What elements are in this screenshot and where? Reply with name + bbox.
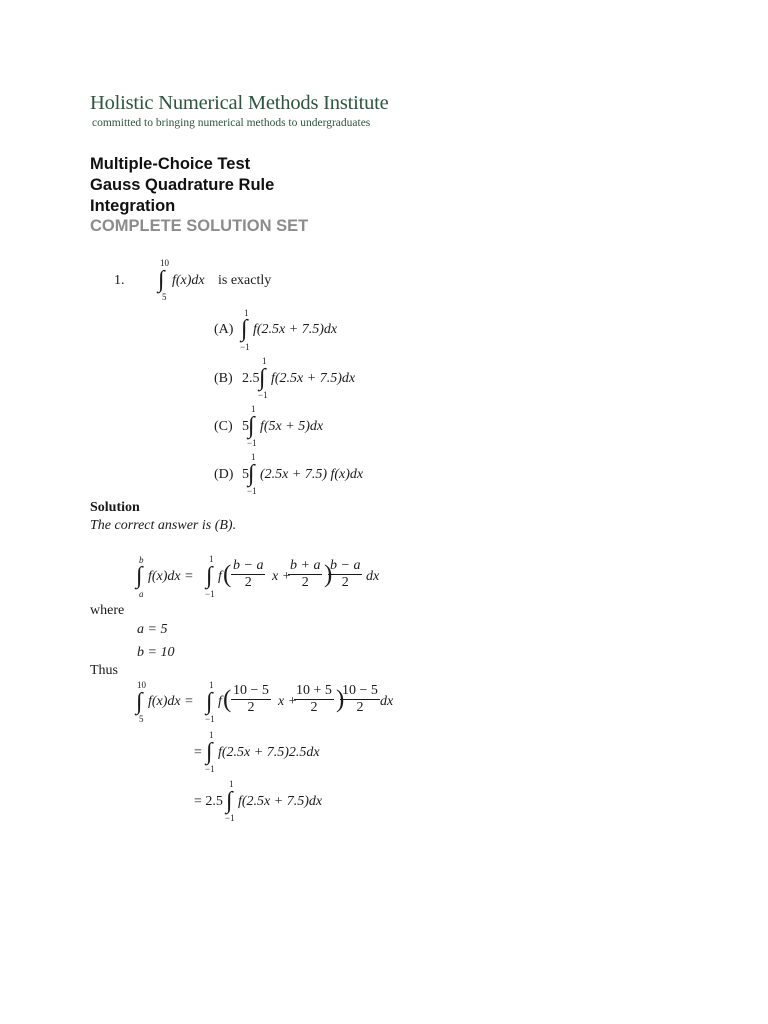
fraction-numerator: b + a xyxy=(290,558,321,573)
fraction-denominator: 2 xyxy=(356,700,364,715)
integral-sign: ∫ xyxy=(248,461,255,487)
fraction-numerator: b − a xyxy=(330,558,361,573)
question-integrand: f(x)dx xyxy=(172,273,205,288)
step3-upper: 1 xyxy=(229,779,234,789)
question-integral-lower: 5 xyxy=(162,292,167,302)
test-title-line-3: Integration xyxy=(90,197,176,215)
formula-lhs-upper: b xyxy=(139,555,144,565)
step2-expression: f(2.5x + 7.5)2.5dx xyxy=(218,745,320,760)
step3-expression: f(2.5x + 7.5)dx xyxy=(238,794,323,809)
option-d-coefficient: 5 xyxy=(242,467,249,482)
option-a-upper: 1 xyxy=(244,308,249,318)
option-c-coefficient: 5 xyxy=(242,419,249,434)
option-b-coefficient: 2.5 xyxy=(242,371,260,386)
integral-sign: ∫ xyxy=(206,689,213,715)
formula-lhs-lower: a xyxy=(139,589,144,599)
option-c-integrand: f(5x + 5)dx xyxy=(260,419,324,434)
right-paren: ) xyxy=(336,686,345,713)
fraction-denominator: 2 xyxy=(247,700,255,715)
option-d-lower: −1 xyxy=(247,486,257,496)
correct-answer: The correct answer is (B). xyxy=(90,518,237,533)
integral-sign: ∫ xyxy=(241,316,248,342)
integral-sign: ∫ xyxy=(226,788,233,814)
left-paren: ( xyxy=(223,686,232,713)
fraction-denominator: 2 xyxy=(244,575,252,590)
step1-rhs-lower: −1 xyxy=(205,714,215,724)
a-definition: a = 5 xyxy=(137,622,168,637)
formula-f: f xyxy=(218,569,222,584)
integral-sign: ∫ xyxy=(248,413,255,439)
step1-dx: dx xyxy=(380,694,394,709)
integral-sign: ∫ xyxy=(136,689,143,715)
step3-equals: = 2.5 xyxy=(194,794,223,809)
test-title-line-2: Gauss Quadrature Rule xyxy=(90,176,275,194)
integral-sign: ∫ xyxy=(259,365,266,391)
question-number: 1. xyxy=(114,273,125,288)
formula-rhs-upper: 1 xyxy=(209,554,214,564)
integral-sign: ∫ xyxy=(206,563,213,589)
formula-fraction-2 xyxy=(288,558,322,591)
right-paren: ) xyxy=(324,561,333,588)
option-b-label: (B) xyxy=(214,371,233,386)
step1-f: f xyxy=(218,694,222,709)
step1-fraction-3 xyxy=(340,683,380,716)
integral-sign: ∫ xyxy=(206,739,213,765)
step3-lower: −1 xyxy=(225,813,235,823)
fraction-numerator: 10 − 5 xyxy=(233,683,269,698)
fraction-denominator: 2 xyxy=(301,575,309,590)
question-suffix: is exactly xyxy=(218,273,272,288)
formula-lhs: f(x)dx = xyxy=(148,569,194,584)
step1-rhs-upper: 1 xyxy=(209,680,214,690)
step1-x-plus: x + xyxy=(278,694,298,709)
option-a-integrand: f(2.5x + 7.5)dx xyxy=(253,322,338,337)
step2-equals: = xyxy=(194,745,202,760)
step1-lhs-lower: 5 xyxy=(139,714,144,724)
solution-set-label: COMPLETE SOLUTION SET xyxy=(90,217,309,235)
test-title-line-1: Multiple-Choice Test xyxy=(90,155,251,173)
fraction-denominator: 2 xyxy=(310,700,318,715)
fraction-denominator: 2 xyxy=(341,575,349,590)
formula-dx: dx xyxy=(366,569,380,584)
formula-x-plus: x + xyxy=(272,569,292,584)
formula-rhs-lower: −1 xyxy=(205,589,215,599)
option-b-lower: −1 xyxy=(258,390,268,400)
option-c-lower: −1 xyxy=(247,438,257,448)
option-d-integrand: (2.5x + 7.5) f(x)dx xyxy=(260,467,364,482)
step1-lhs-upper: 10 xyxy=(137,680,146,690)
option-b-upper: 1 xyxy=(262,356,267,366)
option-c-label: (C) xyxy=(214,419,233,434)
option-b-integrand: f(2.5x + 7.5)dx xyxy=(271,371,356,386)
left-paren: ( xyxy=(223,561,232,588)
institute-tagline: committed to bringing numerical methods to undergraduates xyxy=(92,117,371,129)
where-label: where xyxy=(90,603,125,618)
step1-fraction-2 xyxy=(294,683,334,716)
step2-upper: 1 xyxy=(209,730,214,740)
fraction-numerator: 10 − 5 xyxy=(342,683,378,698)
step1-lhs: f(x)dx = xyxy=(148,694,194,709)
institute-name: Holistic Numerical Methods Institute xyxy=(90,92,389,114)
option-a-label: (A) xyxy=(214,322,234,337)
option-d-label: (D) xyxy=(214,467,234,482)
b-definition: b = 10 xyxy=(137,645,175,660)
integral-sign: ∫ xyxy=(158,267,165,293)
step1-fraction-1 xyxy=(231,683,271,716)
solution-heading: Solution xyxy=(90,500,140,515)
thus-label: Thus xyxy=(90,663,118,678)
formula-fraction-1 xyxy=(231,558,265,591)
option-a-lower: −1 xyxy=(240,342,250,352)
fraction-numerator: b − a xyxy=(233,558,264,573)
question-integral-upper: 10 xyxy=(160,258,169,268)
option-c-upper: 1 xyxy=(251,404,256,414)
integral-sign: ∫ xyxy=(136,563,143,589)
step2-lower: −1 xyxy=(205,764,215,774)
formula-fraction-3 xyxy=(328,558,362,591)
fraction-numerator: 10 + 5 xyxy=(296,683,332,698)
option-d-upper: 1 xyxy=(251,452,256,462)
